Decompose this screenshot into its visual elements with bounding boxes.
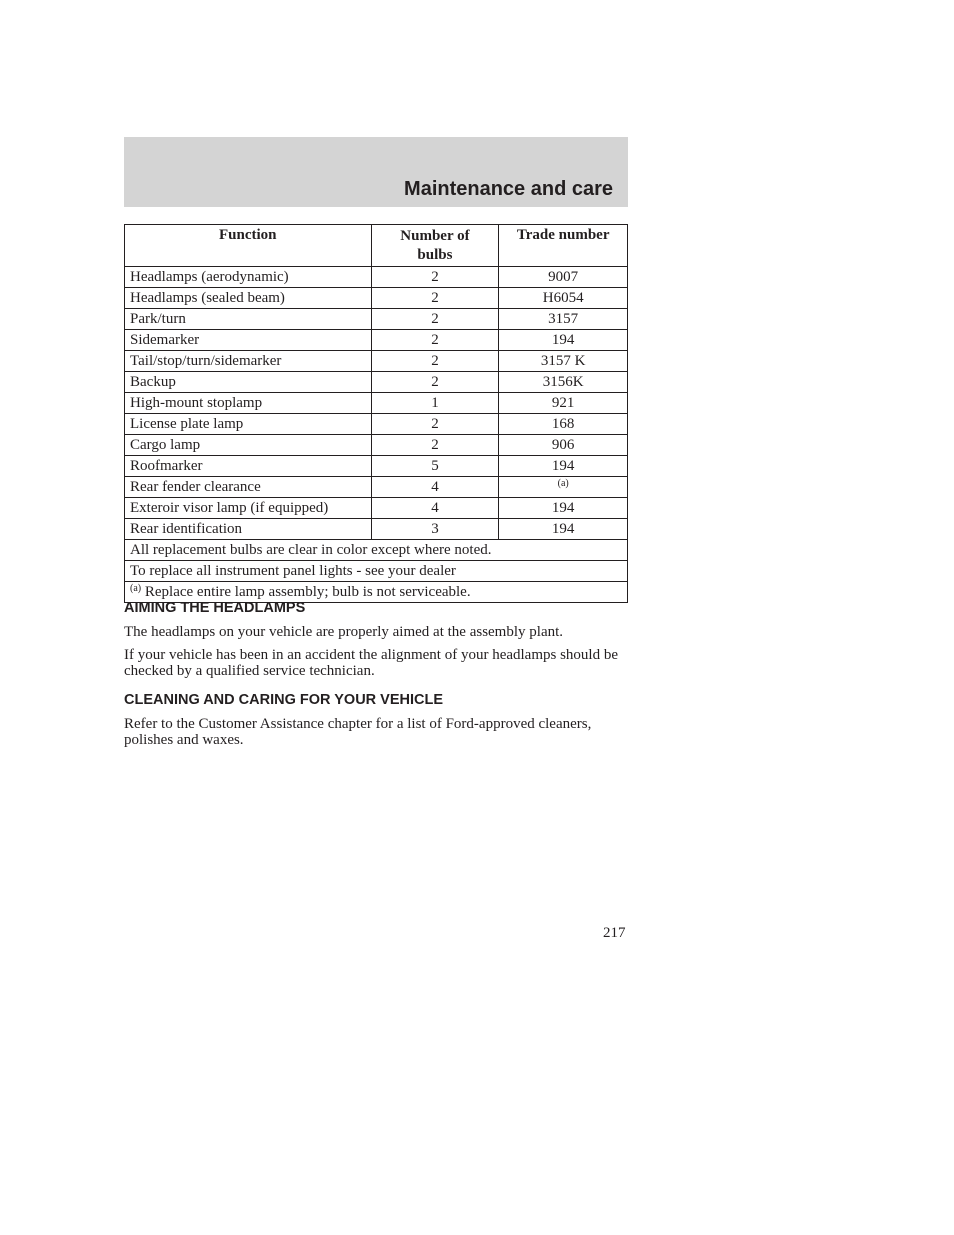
cell-number-of-bulbs: 4	[371, 498, 499, 519]
footnote-text: Replace entire lamp assembly; bulb is not serviceable.	[144, 583, 471, 600]
cell-function: Headlamps (sealed beam)	[125, 288, 372, 309]
cell-trade-number: 9007	[499, 267, 628, 288]
footnote-marker: (a)	[130, 582, 142, 594]
cell-trade-number: H6054	[499, 288, 628, 309]
table-row	[125, 456, 628, 477]
cell-trade-number: 921	[499, 393, 628, 414]
cell-trade-number: 194	[499, 456, 628, 477]
table-row	[125, 393, 628, 414]
aiming-headlamps-heading: AIMING THE HEADLAMPS	[124, 600, 306, 616]
cell-function: License plate lamp	[125, 414, 372, 435]
table-row	[125, 414, 628, 435]
cell-function: Park/turn	[125, 309, 372, 330]
cell-function: Rear identification	[125, 519, 372, 540]
bulb-specification-table	[124, 224, 628, 603]
cell-function: Roofmarker	[125, 456, 372, 477]
footnote-reference: (a)	[557, 477, 569, 489]
cell-number-of-bulbs: 2	[371, 288, 499, 309]
cell-trade-number: 3157 K	[499, 351, 628, 372]
cell-number-of-bulbs: 2	[371, 309, 499, 330]
table-row	[125, 351, 628, 372]
cell-function: Tail/stop/turn/sidemarker	[125, 351, 372, 372]
table-note-row	[125, 540, 628, 561]
cell-trade-number: 3157	[499, 309, 628, 330]
cell-number-of-bulbs: 2	[371, 330, 499, 351]
table-body	[125, 267, 628, 540]
cell-trade-number: 3156K	[499, 372, 628, 393]
cell-number-of-bulbs: 2	[371, 267, 499, 288]
table-row	[125, 372, 628, 393]
table-row	[125, 288, 628, 309]
cell-number-of-bulbs: 5	[371, 456, 499, 477]
table-row	[125, 309, 628, 330]
cell-number-of-bulbs: 1	[371, 393, 499, 414]
cell-trade-number: 194	[499, 330, 628, 351]
cell-function: Rear fender clearance	[125, 477, 372, 498]
cell-number-of-bulbs: 2	[371, 351, 499, 372]
table-row	[125, 519, 628, 540]
cell-function: Backup	[125, 372, 372, 393]
column-header-function: Function	[125, 225, 372, 267]
cell-number-of-bulbs: 2	[371, 372, 499, 393]
table-note-instrument-panel: To replace all instrument panel lights - see your dealer	[125, 561, 628, 582]
cell-number-of-bulbs: 2	[371, 435, 499, 456]
table-note-row	[125, 561, 628, 582]
cell-function: Headlamps (aerodynamic)	[125, 267, 372, 288]
table-header-row	[125, 225, 628, 267]
table-row	[125, 330, 628, 351]
cell-trade-number: 906	[499, 435, 628, 456]
cell-number-of-bulbs: 2	[371, 414, 499, 435]
cell-number-of-bulbs: 3	[371, 519, 499, 540]
page-number: 217	[603, 925, 626, 941]
cell-function: Sidemarker	[125, 330, 372, 351]
aiming-paragraph-1: The headlamps on your vehicle are properly aimed at the assembly plant.	[124, 624, 564, 640]
column-header-number-of-bulbs	[371, 225, 499, 267]
cell-function: Cargo lamp	[125, 435, 372, 456]
column-header-trade-number: Trade number	[499, 225, 628, 267]
section-header-band	[124, 137, 628, 207]
cell-trade-number: 168	[499, 414, 628, 435]
cleaning-paragraph: Refer to the Customer Assistance chapter for a list of Ford-approved cleaners, polishes and waxes.	[124, 716, 592, 748]
table-row	[125, 477, 628, 498]
column-header-number-of-bulbs-text: Number of bulbs	[400, 228, 470, 263]
cell-number-of-bulbs: 4	[371, 477, 499, 498]
section-title: Maintenance and care	[404, 178, 613, 200]
cell-trade-number: 194	[499, 498, 628, 519]
table-note-clear-bulbs: All replacement bulbs are clear in color except where noted.	[125, 540, 628, 561]
aiming-paragraph-2: If your vehicle has been in an accident the alignment of your headlamps should be checked by a qualified service technician.	[124, 647, 619, 679]
cell-trade-number: 194	[499, 519, 628, 540]
cell-function: Exteroir visor lamp (if equipped)	[125, 498, 372, 519]
table-row	[125, 498, 628, 519]
cleaning-caring-heading: CLEANING AND CARING FOR YOUR VEHICLE	[124, 692, 444, 708]
table-row	[125, 267, 628, 288]
table-row	[125, 435, 628, 456]
cell-trade-number	[499, 477, 628, 498]
cell-function: High-mount stoplamp	[125, 393, 372, 414]
